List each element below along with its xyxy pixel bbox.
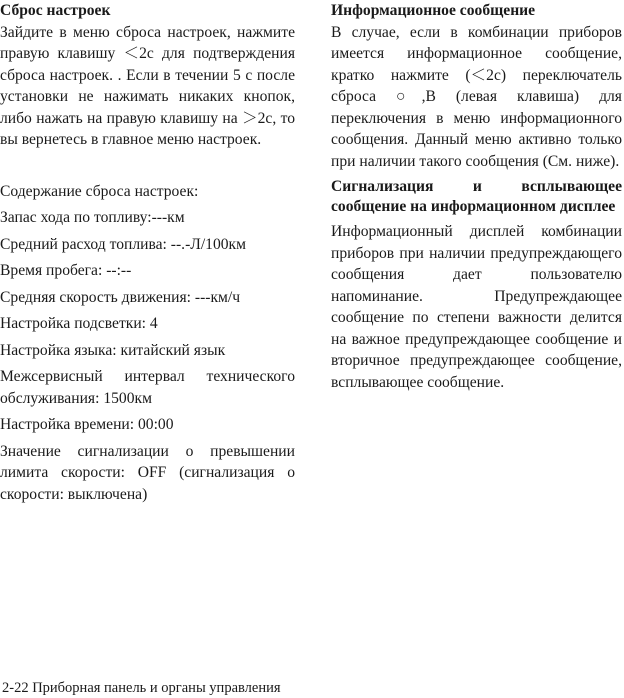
list-item: Средняя скорость движения: ---км/ч bbox=[0, 288, 241, 306]
warning-paragraph: Информационный дисплей комбинации приборов при наличии предупреждающего сообщения дает пользователю напоминание. Предупреждающее сообщение по степени важности делится на важное предупреждающее сообщение и вторичное предупреждающее сообщение, всплывающее сообщение. bbox=[331, 223, 622, 391]
right-column bbox=[331, 0, 622, 393]
list-item: Значение сигнализации о превышении лимита скорости: OFF (сигнализация о скорости: выключена) bbox=[0, 442, 295, 503]
list-item: Настройка подсветки: 4 bbox=[0, 315, 158, 332]
list-item: Настройка времени: 00:00 bbox=[0, 416, 174, 433]
warning-popup-heading: Сигнализация и всплывающее сообщение на информационном дисплее bbox=[331, 178, 622, 215]
reset-list-title: Содержание сброса настроек: bbox=[0, 182, 199, 200]
list-item: Запас хода по топливу:---км bbox=[0, 209, 185, 226]
left-column bbox=[0, 0, 295, 505]
list-item: Время пробега: --:-- bbox=[0, 262, 132, 279]
reset-intro-paragraph: Зайдите в меню сброса настроек, нажмите правую клавишу ＜2с для подтверждения сброса настроек. . Если в течении 5 с после установки не нажимать никаких кнопок, либо нажать на правую клавишу на ＞2с, то вы вернетесь в главное меню настроек. bbox=[0, 23, 295, 148]
info-message-paragraph: В случае, если в комбинации приборов имеется информационное сообщение, кратко нажмите (＜2с) переключатель сброса ○,B (левая клавиша) для переключения в меню информационного сообщения. Данный меню активно только при наличии такого сообщения (См. ниже). bbox=[331, 23, 622, 170]
page-footer: 2-22 Приборная панель и органы управления bbox=[2, 680, 281, 696]
list-item: Средний расход топлива: --.-Л/100км bbox=[0, 235, 247, 253]
reset-settings-heading: Сброс настроек bbox=[0, 2, 111, 19]
info-message-heading: Информационное сообщение bbox=[331, 2, 536, 19]
list-item: Настройка языка: китайский язык bbox=[0, 341, 226, 359]
list-item: Межсервисный интервал технического обслуживания: 1500км bbox=[0, 368, 295, 407]
